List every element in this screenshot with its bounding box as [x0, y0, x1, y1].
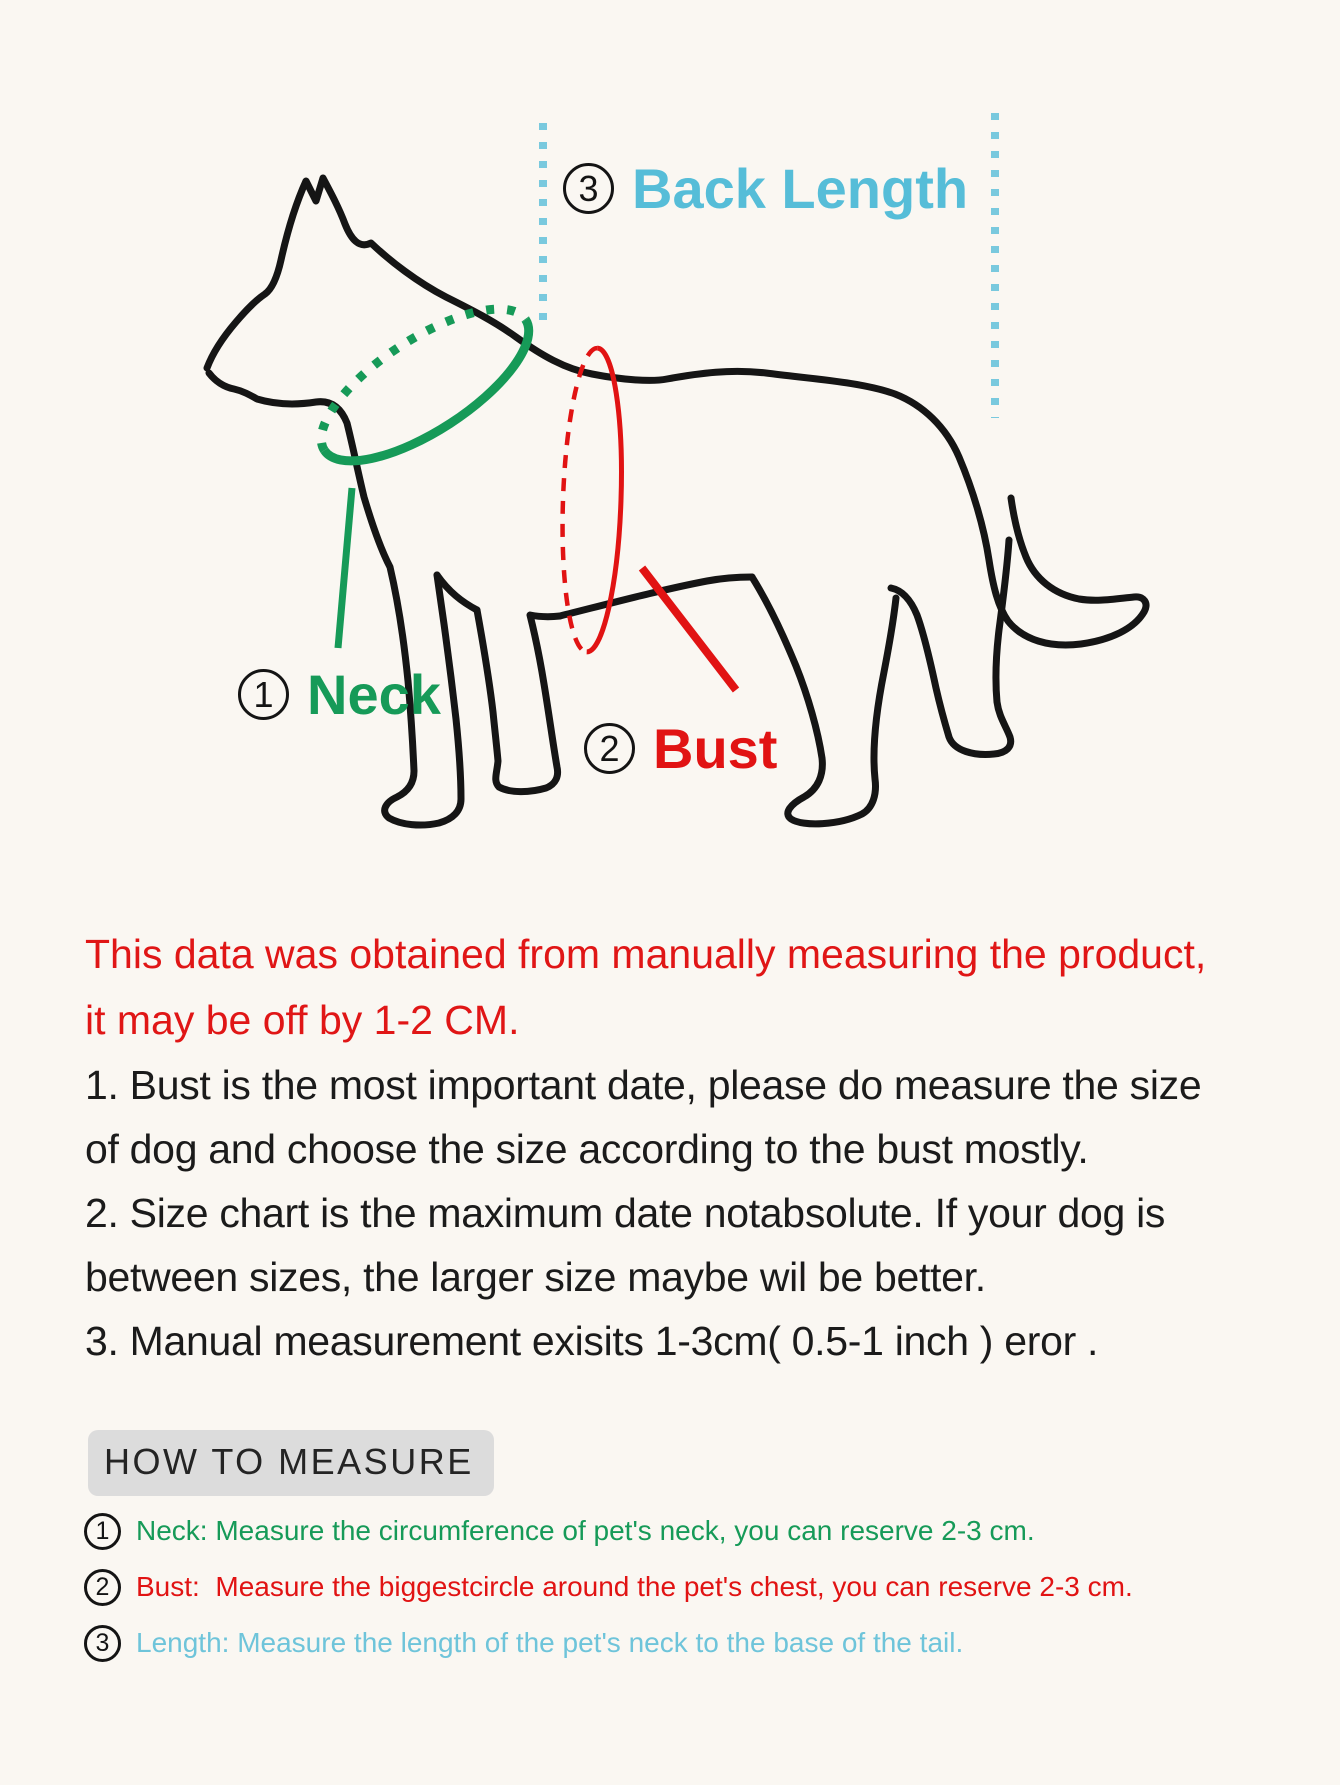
note-line: of dog and choose the size according to the bust mostly.: [85, 1126, 1089, 1172]
measure-item-neck: [84, 1512, 1133, 1550]
disclaimer-line: This data was obtained from manually measuring the product,: [85, 931, 1207, 977]
how-to-measure-list: [84, 1512, 1133, 1680]
circled-number-2-icon: 2: [584, 723, 635, 774]
measure-item-neck-text: Neck: Measure the circumference of pet's neck, you can reserve 2-3 cm.: [136, 1515, 1035, 1546]
note-line: 3. Manual measurement exisits 1-3cm( 0.5-1 inch ) eror .: [85, 1318, 1099, 1364]
dog-measurement-diagram: [0, 0, 1340, 830]
circled-number-3-icon: 3: [84, 1625, 121, 1662]
disclaimer-line: it may be off by 1-2 CM.: [85, 997, 520, 1043]
note-line: 1. Bust is the most important date, please do measure the size: [85, 1062, 1202, 1108]
back-length-label-text: Back Length: [632, 157, 969, 220]
dog-diagram-canvas: [0, 0, 1340, 830]
neck-label: [238, 662, 441, 727]
note-line: between sizes, the larger size maybe wil be better.: [85, 1254, 986, 1300]
circled-number-2-icon: 2: [84, 1569, 121, 1606]
neck-label-text: Neck: [307, 663, 441, 726]
measure-item-length: [84, 1624, 1133, 1662]
dog-far-front-leg-path: [477, 610, 560, 792]
measure-item-bust: [84, 1568, 1133, 1606]
how-to-measure-heading: HOW TO MEASURE: [88, 1430, 494, 1496]
dog-near-hind-leg-path: [752, 577, 896, 824]
neck-ellipse: [299, 281, 550, 489]
measure-item-length-text: Length: Measure the length of the pet's neck to the base of the tail.: [136, 1627, 964, 1658]
circled-number-3-icon: 3: [563, 163, 614, 214]
circled-number-1-icon: 1: [238, 669, 289, 720]
bust-label: [584, 716, 777, 781]
neck-ellipse-dotted-half: [299, 281, 525, 450]
back-length-label: [563, 156, 968, 221]
sizing-notes: [85, 1053, 1201, 1373]
bust-label-text: Bust: [653, 717, 778, 780]
neck-ellipse-solid-half: [324, 320, 550, 489]
neck-pointer-line: [338, 488, 352, 648]
circled-number-1-icon: 1: [84, 1513, 121, 1550]
measurement-disclaimer: [85, 921, 1206, 1053]
note-line: 2. Size chart is the maximum date notabsolute. If your dog is: [85, 1190, 1166, 1236]
measure-item-bust-text: Bust: Measure the biggestcircle around the pet's chest, you can reserve 2-3 cm.: [136, 1571, 1133, 1602]
